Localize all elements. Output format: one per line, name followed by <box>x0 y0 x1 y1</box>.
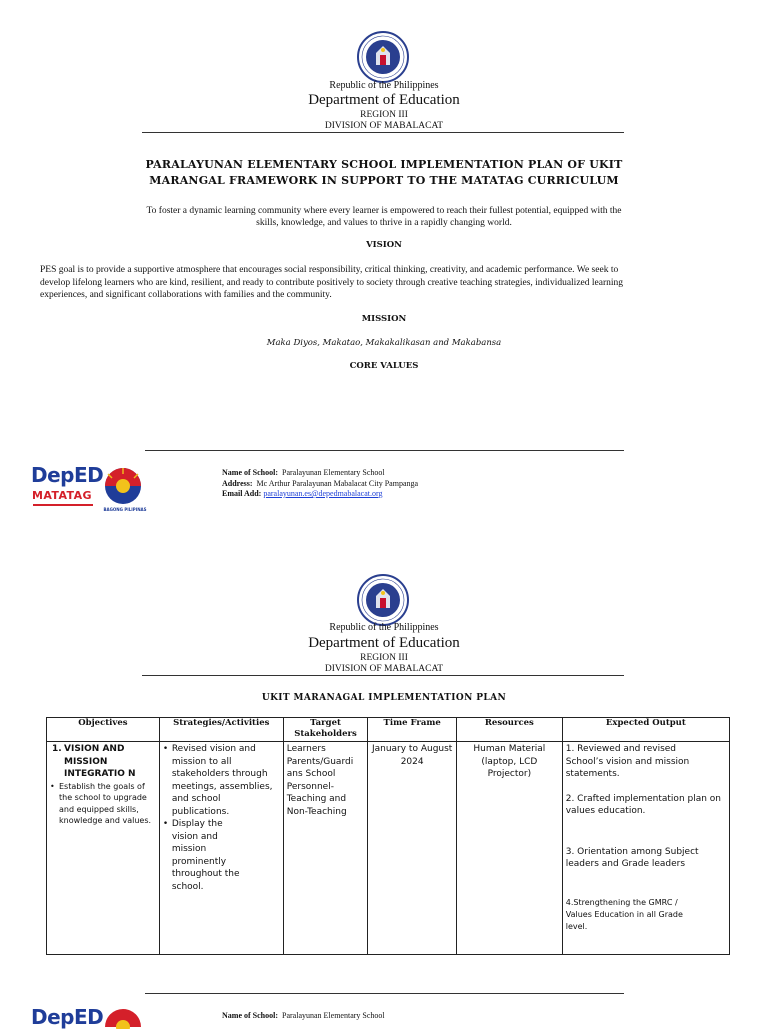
mission-text-line2: develop lifelong learners who are kind, resilient, and ready to contribute positively to society through creative teaching strategies, individualized learning <box>40 278 624 288</box>
output-item-3: 3. Orientation among Subject leaders and Grade leaders <box>565 846 699 869</box>
bagong-pilipinas-logo-icon-page2 <box>100 1009 146 1024</box>
region-label: REGION III <box>360 110 408 120</box>
address-label: Address: <box>222 478 253 488</box>
objective-bullet: • Establish the goals of the school to upgrade and equipped skills, knowledge and values. <box>59 781 156 827</box>
cell-time-frame: January to August 2024 <box>368 742 457 955</box>
table-header-row <box>47 718 730 742</box>
cell-expected-output <box>562 742 729 955</box>
deped-logo-page2 <box>31 1005 104 1029</box>
core-values-heading: CORE VALUES <box>349 361 419 371</box>
matatag-underline <box>33 504 93 506</box>
deped-logo-text-page2: DepED <box>31 1005 104 1029</box>
plan-title-line1: PARALAYUNAN ELEMENTARY SCHOOL IMPLEMENTATION PLAN OF UKIT <box>145 158 623 171</box>
strategy-item-1: • Revised vision and mission to all stakeholders through meetings, assemblies, and school publications. <box>172 743 280 818</box>
republic-label: Republic of the Philippines <box>329 80 439 91</box>
republic-label-page2: Republic of the Philippines <box>329 622 439 633</box>
plan-title-line2: MARANGAL FRAMEWORK IN SUPPORT TO THE MATATAG CURRICULUM <box>149 174 619 187</box>
school-label-page2: Name of School: <box>222 1011 278 1020</box>
header-divider-page2 <box>142 675 624 676</box>
region-label-page2: REGION III <box>360 653 408 663</box>
objective-title: 1. VISION AND MISSION INTEGRATIO N <box>50 743 156 781</box>
school-label: Name of School: <box>222 468 278 477</box>
strategy-item-2: • Display the vision and mission prominently throughout the school. <box>172 818 280 893</box>
output-item-4: 4.Strengthening the GMRC / Values Education in all Grade level. <box>565 897 683 931</box>
cell-resources: Human Material (laptop, LCD Projector) <box>456 742 562 955</box>
header-objectives: Objectives <box>47 718 160 742</box>
division-label: DIVISION OF MABALACAT <box>324 121 444 131</box>
deped-logo-text: DepED <box>31 463 104 487</box>
vision-text-line2: skills, knowledge, and values to thrive in a rapidly changing world. <box>256 218 512 228</box>
department-title: Department of Education <box>308 92 460 108</box>
header-time-frame: Time Frame <box>368 718 457 742</box>
output-item-1: 1. Reviewed and revised School’s vision and mission statements. <box>565 744 690 779</box>
address-value: Mc Arthur Paralayunan Mabalacat City Pampanga <box>256 478 419 488</box>
school-value-page2: Paralayunan Elementary School <box>282 1011 385 1020</box>
implementation-plan-title: UKIT MARANAGAL IMPLEMENTATION PLAN <box>261 693 507 703</box>
cell-stakeholders: Learners Parents/Guardi ans School Personnel- Teaching and Non-Teaching <box>283 742 368 955</box>
header-strategies: Strategies/Activities <box>159 718 283 742</box>
deped-seal-icon-page2 <box>357 574 409 626</box>
vision-text-line1: To foster a dynamic learning community where every learner is empowered to reach their fullest potential, equipped with the <box>146 206 622 216</box>
footer-divider <box>145 450 624 451</box>
table-row <box>47 742 730 955</box>
mission-text-line3: experiences, and significant collaborations with families and the community. <box>40 290 332 300</box>
cell-strategies <box>159 742 283 955</box>
matatag-logo-text: MATATAG <box>32 489 92 502</box>
vision-heading: VISION <box>366 240 402 250</box>
footer-divider-page2 <box>145 993 624 994</box>
output-item-2: 2. Crafted implementation plan on values education. <box>565 793 722 816</box>
header-resources: Resources <box>456 718 562 742</box>
email-label: Email Add: <box>222 489 262 498</box>
school-info <box>222 468 418 500</box>
cell-objective <box>47 742 160 955</box>
header-stakeholders: Target Stakeholders <box>283 718 368 742</box>
deped-matatag-logo <box>31 463 104 517</box>
header-divider <box>142 132 624 133</box>
school-value: Paralayunan Elementary School <box>282 468 385 477</box>
school-info-page2 <box>222 1011 385 1022</box>
mission-heading: MISSION <box>361 314 407 324</box>
mission-text-line1: PES goal is to provide a supportive atmosphere that encourages social responsibility, critical thinking, creativity, and academic performance. We seek to <box>40 265 619 275</box>
deped-seal-icon <box>357 31 409 83</box>
department-title-page2: Department of Education <box>308 635 460 651</box>
bagong-pilipinas-logo-icon <box>100 466 146 506</box>
bagong-pilipinas-label: BAGONG PILIPINAS <box>103 507 147 512</box>
header-expected-output: Expected Output <box>562 718 729 742</box>
core-values-text: Maka Diyos, Makatao, Makakalikasan and Makabansa <box>266 338 502 348</box>
implementation-plan-table <box>46 717 730 955</box>
email-link[interactable]: paralayunan.es@depedmabalacat.org <box>263 489 383 498</box>
division-label-page2: DIVISION OF MABALACAT <box>324 664 444 674</box>
